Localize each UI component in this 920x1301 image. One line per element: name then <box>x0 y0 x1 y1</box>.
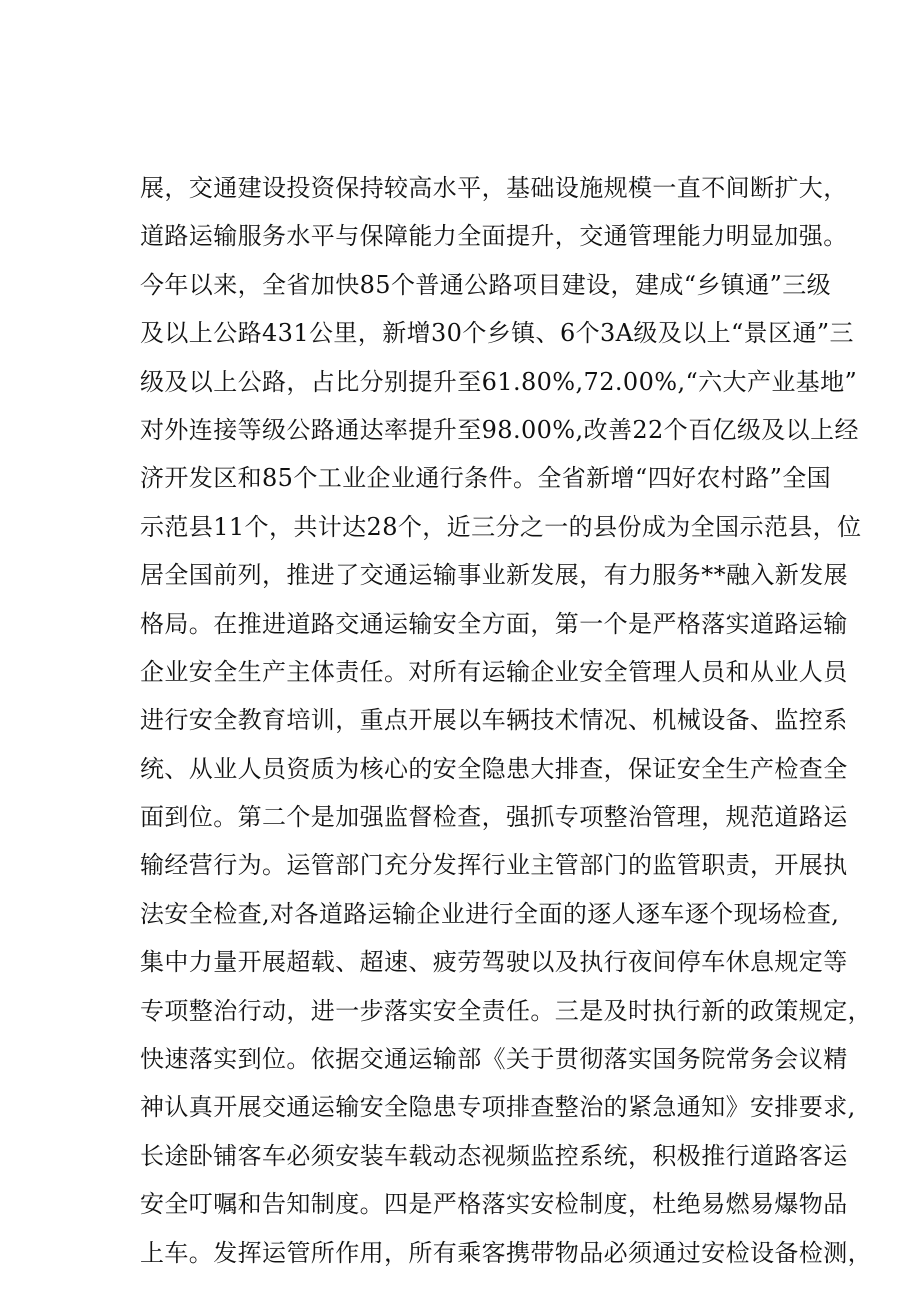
text-line-11: 企业安全生产主体责任。对所有运输企业安全管理人员和从业人员 <box>140 657 848 686</box>
body-paragraph <box>140 164 872 1277</box>
text-line-6: 对外连接等级公路通达率提升至98.00%,改善22个百亿级及以上经 <box>140 415 859 444</box>
text-line-3: 今年以来，全省加快85个普通公路项目建设，建成“乡镇通”三级 <box>140 270 832 299</box>
text-line-14: 面到位。第二个是加强监督检查，强抓专项整治管理，规范道路运 <box>140 803 848 832</box>
text-line-16: 法安全检查,对各道路运输企业进行全面的逐人逐车逐个现场检查, <box>140 899 840 928</box>
text-line-22: 安全叮嘱和告知制度。四是严格落实安检制度，杜绝易燃易爆物品 <box>140 1190 848 1219</box>
text-line-8: 示范县11个，共计达28个，近三分之一的县份成为全国示范县，位 <box>140 512 862 541</box>
text-line-13: 统、从业人员资质为核心的安全隐患大排查，保证安全生产检查全 <box>140 754 848 783</box>
text-line-18: 专项整治行动，进一步落实安全责任。三是及时执行新的政策规定， <box>140 996 872 1025</box>
text-line-20: 神认真开展交通运输安全隐患专项排查整治的紧急通知》安排要求, <box>140 1093 856 1122</box>
text-line-10: 格局。在推进道路交通运输安全方面，第一个是严格落实道路运输 <box>140 609 848 638</box>
text-line-4: 及以上公路431公里，新增30个乡镇、6个3A级及以上“景区通”三 <box>140 319 854 348</box>
text-line-15: 输经营行为。运管部门充分发挥行业主管部门的监管职责，开展执 <box>140 851 848 880</box>
text-line-5: 级及以上公路，占比分别提升至61.80%,72.00%,“六大产业基地” <box>140 367 858 396</box>
text-line-1: 展，交通建设投资保持较高水平，基础设施规模一直不间断扩大， <box>140 174 848 202</box>
text-line-7: 济开发区和85个工业企业通行条件。全省新增“四好农村路”全国 <box>140 464 832 493</box>
text-line-2: 道路运输服务水平与保障能力全面提升，交通管理能力明显加强。 <box>140 222 848 251</box>
text-line-19: 快速落实到位。依据交通运输部《关于贯彻落实国务院常务会议精 <box>140 1045 848 1074</box>
text-line-9: 居全国前列，推进了交通运输事业新发展，有力服务**融入新发展 <box>140 561 848 590</box>
text-line-23: 上车。发挥运管所作用，所有乘客携带物品必须通过安检设备检测， <box>140 1238 872 1267</box>
text-line-12: 进行安全教育培训，重点开展以车辆技术情况、机械设备、监控系 <box>140 706 848 735</box>
text-line-21: 长途卧铺客车必须安装车载动态视频监控系统，积极推行道路客运 <box>140 1141 848 1170</box>
text-line-17: 集中力量开展超载、超速、疲劳驾驶以及执行夜间停车休息规定等 <box>140 948 848 977</box>
